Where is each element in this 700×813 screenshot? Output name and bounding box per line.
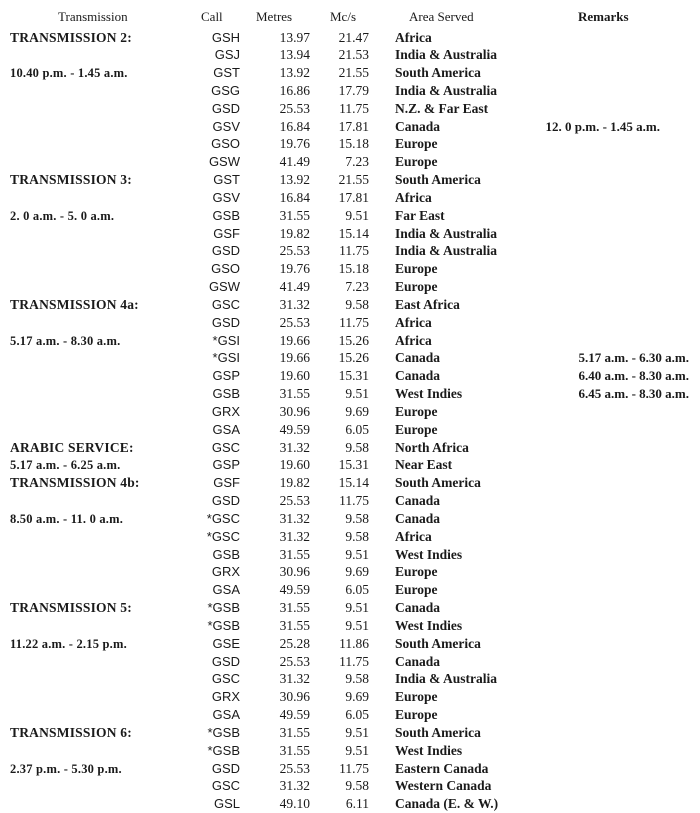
table-row bbox=[0, 421, 700, 439]
frequency-cell: 9.58 bbox=[345, 439, 369, 455]
frequency-cell: 15.14 bbox=[338, 225, 369, 241]
call-sign-cell: GSO bbox=[211, 261, 240, 277]
call-sign-cell: *GSB bbox=[207, 724, 240, 740]
transmission-cell: TRANSMISSION 5: bbox=[10, 600, 132, 616]
metres-cell: 31.55 bbox=[279, 617, 310, 633]
area-served-cell: India & Australia bbox=[395, 671, 498, 687]
area-served-cell: Canada bbox=[395, 350, 441, 366]
metres-cell: 31.55 bbox=[279, 724, 310, 740]
metres-cell: 19.76 bbox=[279, 136, 310, 152]
call-sign-cell: GSC bbox=[211, 778, 240, 794]
metres-cell: 25.53 bbox=[279, 100, 310, 116]
table-row bbox=[0, 777, 700, 795]
table-row bbox=[0, 153, 700, 171]
transmission-cell: TRANSMISSION 3: bbox=[10, 172, 132, 188]
area-served-cell: Africa bbox=[395, 332, 432, 348]
call-sign-cell: GSD bbox=[211, 760, 240, 776]
call-sign-cell: GSD bbox=[211, 493, 240, 509]
metres-cell: 13.94 bbox=[279, 47, 310, 63]
frequency-cell: 9.58 bbox=[345, 528, 369, 544]
table-row bbox=[0, 118, 700, 136]
table-row bbox=[0, 706, 700, 724]
frequency-cell: 15.31 bbox=[338, 368, 369, 384]
metres-cell: 19.60 bbox=[279, 457, 310, 473]
frequency-cell: 6.05 bbox=[345, 421, 369, 437]
area-served-cell: West Indies bbox=[395, 546, 463, 562]
call-sign-cell: GSD bbox=[211, 243, 240, 259]
call-sign-cell: *GSB bbox=[207, 600, 240, 616]
table-row bbox=[0, 599, 700, 617]
metres-cell: 25.28 bbox=[279, 635, 310, 651]
area-served-cell: South America bbox=[395, 635, 481, 651]
frequency-cell: 9.51 bbox=[345, 617, 369, 633]
table-row bbox=[0, 367, 700, 385]
frequency-cell: 6.11 bbox=[345, 796, 369, 812]
table-row bbox=[0, 332, 700, 350]
table-row bbox=[0, 207, 700, 225]
table-row bbox=[0, 617, 700, 635]
area-served-cell: South America bbox=[395, 172, 481, 188]
call-sign-cell: GSV bbox=[212, 189, 240, 205]
call-sign-cell: GSA bbox=[212, 707, 240, 723]
frequency-cell: 11.75 bbox=[339, 314, 369, 330]
metres-cell: 31.55 bbox=[279, 742, 310, 758]
table-row bbox=[0, 546, 700, 564]
frequency-cell: 9.58 bbox=[345, 671, 369, 687]
frequency-cell: 15.31 bbox=[338, 457, 369, 473]
metres-cell: 16.84 bbox=[279, 189, 310, 205]
frequency-cell: 9.51 bbox=[345, 724, 369, 740]
table-row bbox=[0, 474, 700, 492]
remarks-cell: 12. 0 p.m. - 1.45 a.m. bbox=[545, 118, 660, 134]
call-sign-cell: GSD bbox=[211, 314, 240, 330]
call-sign-cell: GSD bbox=[211, 653, 240, 669]
metres-cell: 31.32 bbox=[279, 439, 310, 455]
transmission-cell: TRANSMISSION 2: bbox=[10, 29, 132, 45]
transmission-cell: 11.22 a.m. - 2.15 p.m. bbox=[10, 636, 127, 651]
metres-cell: 31.55 bbox=[279, 600, 310, 616]
area-served-cell: Europe bbox=[395, 136, 438, 152]
frequency-cell: 15.18 bbox=[338, 136, 369, 152]
metres-cell: 49.10 bbox=[279, 796, 310, 812]
area-served-cell: Africa bbox=[395, 528, 432, 544]
metres-cell: 31.32 bbox=[279, 510, 310, 526]
frequency-cell: 15.26 bbox=[338, 350, 369, 366]
call-sign-cell: GRX bbox=[211, 689, 240, 705]
table-row bbox=[0, 385, 700, 403]
frequency-cell: 9.58 bbox=[345, 296, 369, 312]
frequency-cell: 9.69 bbox=[345, 689, 369, 705]
frequency-cell: 11.86 bbox=[339, 635, 369, 651]
call-sign-cell: GSB bbox=[212, 386, 240, 402]
area-served-cell: India & Australia bbox=[395, 47, 498, 63]
remarks-cell: 6.40 a.m. - 8.30 a.m. bbox=[578, 368, 689, 384]
area-served-cell: Europe bbox=[395, 582, 438, 598]
table-row bbox=[0, 670, 700, 688]
table-row bbox=[0, 635, 700, 653]
area-served-cell: India & Australia bbox=[395, 82, 498, 98]
transmission-cell: 2. 0 a.m. - 5. 0 a.m. bbox=[10, 208, 115, 223]
frequency-cell: 9.51 bbox=[345, 546, 369, 562]
frequency-cell: 9.51 bbox=[345, 386, 369, 402]
area-served-cell: Eastern Canada bbox=[395, 760, 489, 776]
call-sign-cell: GSV bbox=[212, 118, 240, 134]
call-sign-cell: GSH bbox=[211, 29, 240, 45]
table-row bbox=[0, 795, 700, 813]
table-row bbox=[0, 403, 700, 421]
frequency-cell: 17.81 bbox=[338, 189, 369, 205]
transmission-cell: 8.50 a.m. - 11. 0 a.m. bbox=[10, 511, 124, 526]
table-row bbox=[0, 688, 700, 706]
table-row bbox=[0, 724, 700, 742]
metres-cell: 30.96 bbox=[279, 689, 310, 705]
metres-cell: 25.53 bbox=[279, 760, 310, 776]
metres-cell: 19.82 bbox=[279, 475, 310, 491]
frequency-cell: 11.75 bbox=[339, 760, 369, 776]
area-served-cell: Near East bbox=[395, 457, 453, 473]
call-sign-cell: GSA bbox=[212, 421, 240, 437]
call-sign-cell: GSW bbox=[208, 154, 240, 170]
area-served-cell: Africa bbox=[395, 189, 432, 205]
metres-cell: 16.84 bbox=[279, 118, 310, 134]
metres-cell: 31.55 bbox=[279, 546, 310, 562]
metres-cell: 25.53 bbox=[279, 493, 310, 509]
call-sign-cell: GSB bbox=[212, 546, 240, 562]
call-sign-cell: GST bbox=[213, 172, 240, 188]
table-row bbox=[0, 260, 700, 278]
metres-cell: 31.32 bbox=[279, 528, 310, 544]
frequency-cell: 11.75 bbox=[339, 653, 369, 669]
area-served-cell: Europe bbox=[395, 279, 438, 295]
table-row bbox=[0, 135, 700, 153]
metres-cell: 49.59 bbox=[279, 582, 310, 598]
area-served-cell: Europe bbox=[395, 403, 438, 419]
frequency-cell: 21.55 bbox=[338, 65, 369, 81]
area-served-cell: Canada bbox=[395, 368, 441, 384]
call-sign-cell: GSJ bbox=[214, 47, 240, 63]
transmission-cell: ARABIC SERVICE: bbox=[10, 439, 134, 455]
transmission-cell: 10.40 p.m. - 1.45 a.m. bbox=[10, 66, 128, 81]
call-sign-cell: GSW bbox=[208, 279, 240, 295]
frequency-cell: 9.51 bbox=[345, 742, 369, 758]
header-mcs: Mc/s bbox=[330, 9, 356, 24]
metres-cell: 49.59 bbox=[279, 707, 310, 723]
area-served-cell: Europe bbox=[395, 707, 438, 723]
call-sign-cell: GSL bbox=[213, 796, 240, 812]
area-served-cell: N.Z. & Far East bbox=[395, 100, 489, 116]
header-area-served: Area Served bbox=[409, 9, 474, 24]
metres-cell: 19.60 bbox=[279, 368, 310, 384]
area-served-cell: South America bbox=[395, 724, 481, 740]
header-remarks: Remarks bbox=[578, 9, 629, 24]
call-sign-cell: *GSB bbox=[207, 742, 240, 758]
metres-cell: 13.97 bbox=[279, 29, 310, 45]
call-sign-cell: GSA bbox=[212, 582, 240, 598]
frequency-cell: 6.05 bbox=[345, 707, 369, 723]
call-sign-cell: GRX bbox=[211, 564, 240, 580]
frequency-cell: 11.75 bbox=[339, 493, 369, 509]
area-served-cell: Western Canada bbox=[395, 778, 492, 794]
frequency-cell: 9.58 bbox=[345, 510, 369, 526]
call-sign-cell: GSC bbox=[211, 671, 240, 687]
area-served-cell: Africa bbox=[395, 29, 432, 45]
table-row bbox=[0, 46, 700, 64]
table-row bbox=[0, 760, 700, 778]
frequency-cell: 7.23 bbox=[345, 154, 369, 170]
table-row bbox=[0, 653, 700, 671]
metres-cell: 16.86 bbox=[279, 82, 310, 98]
frequency-cell: 9.51 bbox=[345, 600, 369, 616]
call-sign-cell: GSC bbox=[211, 439, 240, 455]
area-served-cell: Europe bbox=[395, 689, 438, 705]
metres-cell: 30.96 bbox=[279, 403, 310, 419]
table-row bbox=[0, 225, 700, 243]
metres-cell: 31.32 bbox=[279, 296, 310, 312]
call-sign-cell: GSF bbox=[213, 225, 240, 241]
metres-cell: 13.92 bbox=[279, 65, 310, 81]
frequency-cell: 9.51 bbox=[345, 207, 369, 223]
area-served-cell: Canada bbox=[395, 653, 441, 669]
call-sign-cell: GRX bbox=[211, 403, 240, 419]
table-row bbox=[0, 64, 700, 82]
area-served-cell: Europe bbox=[395, 154, 438, 170]
table-row bbox=[0, 314, 700, 332]
metres-cell: 25.53 bbox=[279, 653, 310, 669]
frequency-cell: 7.23 bbox=[345, 279, 369, 295]
metres-cell: 19.82 bbox=[279, 225, 310, 241]
table-row bbox=[0, 456, 700, 474]
area-served-cell: Canada bbox=[395, 510, 441, 526]
frequency-cell: 17.79 bbox=[338, 82, 369, 98]
metres-cell: 49.59 bbox=[279, 421, 310, 437]
frequency-cell: 9.69 bbox=[345, 403, 369, 419]
frequency-cell: 9.69 bbox=[345, 564, 369, 580]
table-row bbox=[0, 439, 700, 457]
area-served-cell: Canada bbox=[395, 600, 441, 616]
transmission-cell: TRANSMISSION 4b: bbox=[10, 475, 140, 491]
frequency-cell: 17.81 bbox=[338, 118, 369, 134]
table-row bbox=[0, 349, 700, 367]
metres-cell: 31.32 bbox=[279, 778, 310, 794]
table-row bbox=[0, 296, 700, 314]
metres-cell: 25.53 bbox=[279, 314, 310, 330]
table-row bbox=[0, 171, 700, 189]
remarks-cell: 6.45 a.m. - 8.30 a.m. bbox=[578, 386, 689, 402]
call-sign-cell: GSB bbox=[212, 207, 240, 223]
frequency-cell: 11.75 bbox=[339, 100, 369, 116]
metres-cell: 13.92 bbox=[279, 172, 310, 188]
area-served-cell: West Indies bbox=[395, 742, 463, 758]
table-row bbox=[0, 82, 700, 100]
area-served-cell: Europe bbox=[395, 261, 438, 277]
area-served-cell: India & Australia bbox=[395, 225, 498, 241]
frequency-cell: 11.75 bbox=[339, 243, 369, 259]
transmission-cell: 5.17 a.m. - 6.25 a.m. bbox=[10, 458, 121, 473]
table-row bbox=[0, 510, 700, 528]
area-served-cell: India & Australia bbox=[395, 243, 498, 259]
table-row bbox=[0, 581, 700, 599]
table-row bbox=[0, 563, 700, 581]
call-sign-cell: *GSI bbox=[212, 350, 240, 366]
metres-cell: 25.53 bbox=[279, 243, 310, 259]
table-row bbox=[0, 189, 700, 207]
call-sign-cell: GSO bbox=[211, 136, 240, 152]
metres-cell: 19.66 bbox=[279, 350, 310, 366]
metres-cell: 41.49 bbox=[279, 279, 310, 295]
metres-cell: 30.96 bbox=[279, 564, 310, 580]
table-row bbox=[0, 492, 700, 510]
table-row bbox=[0, 100, 700, 118]
header-call: Call bbox=[201, 9, 223, 24]
metres-cell: 19.76 bbox=[279, 261, 310, 277]
frequency-cell: 15.14 bbox=[338, 475, 369, 491]
metres-cell: 31.32 bbox=[279, 671, 310, 687]
call-sign-cell: GSC bbox=[211, 296, 240, 312]
call-sign-cell: GST bbox=[213, 65, 240, 81]
call-sign-cell: *GSI bbox=[212, 332, 240, 348]
frequency-cell: 21.47 bbox=[338, 29, 369, 45]
area-served-cell: South America bbox=[395, 65, 481, 81]
call-sign-cell: *GSB bbox=[207, 617, 240, 633]
call-sign-cell: GSF bbox=[213, 475, 240, 491]
table-row bbox=[0, 29, 700, 47]
metres-cell: 41.49 bbox=[279, 154, 310, 170]
area-served-cell: East Africa bbox=[395, 296, 460, 312]
area-served-cell: West Indies bbox=[395, 617, 463, 633]
remarks-cell: 5.17 a.m. - 6.30 a.m. bbox=[578, 350, 689, 366]
table-row bbox=[0, 242, 700, 260]
header-transmission: Transmission bbox=[58, 9, 128, 24]
area-served-cell: West Indies bbox=[395, 386, 463, 402]
call-sign-cell: *GSC bbox=[206, 510, 240, 526]
metres-cell: 19.66 bbox=[279, 332, 310, 348]
transmission-cell: 5.17 a.m. - 8.30 a.m. bbox=[10, 333, 121, 348]
call-sign-cell: GSG bbox=[211, 82, 240, 98]
call-sign-cell: *GSC bbox=[206, 528, 240, 544]
frequency-cell: 9.58 bbox=[345, 778, 369, 794]
area-served-cell: Canada bbox=[395, 118, 441, 134]
area-served-cell: South America bbox=[395, 475, 481, 491]
table-row bbox=[0, 742, 700, 760]
metres-cell: 31.55 bbox=[279, 207, 310, 223]
transmission-cell: TRANSMISSION 4a: bbox=[10, 296, 139, 312]
call-sign-cell: GSE bbox=[212, 635, 240, 651]
area-served-cell: Canada (E. & W.) bbox=[395, 796, 499, 812]
call-sign-cell: GSP bbox=[212, 368, 240, 384]
call-sign-cell: GSP bbox=[212, 457, 240, 473]
table-row bbox=[0, 278, 700, 296]
call-sign-cell: GSD bbox=[211, 100, 240, 116]
frequency-cell: 15.26 bbox=[338, 332, 369, 348]
area-served-cell: Africa bbox=[395, 314, 432, 330]
metres-cell: 31.55 bbox=[279, 386, 310, 402]
area-served-cell: Canada bbox=[395, 493, 441, 509]
frequency-cell: 21.55 bbox=[338, 172, 369, 188]
transmission-cell: 2.37 p.m. - 5.30 p.m. bbox=[10, 761, 122, 776]
area-served-cell: Europe bbox=[395, 564, 438, 580]
table-row bbox=[0, 528, 700, 546]
frequency-cell: 15.18 bbox=[338, 261, 369, 277]
header-metres: Metres bbox=[256, 9, 293, 24]
area-served-cell: Europe bbox=[395, 421, 438, 437]
frequency-cell: 21.53 bbox=[338, 47, 369, 63]
transmission-cell: TRANSMISSION 6: bbox=[10, 724, 132, 740]
area-served-cell: North Africa bbox=[395, 439, 469, 455]
area-served-cell: Far East bbox=[395, 207, 445, 223]
frequency-cell: 6.05 bbox=[345, 582, 369, 598]
